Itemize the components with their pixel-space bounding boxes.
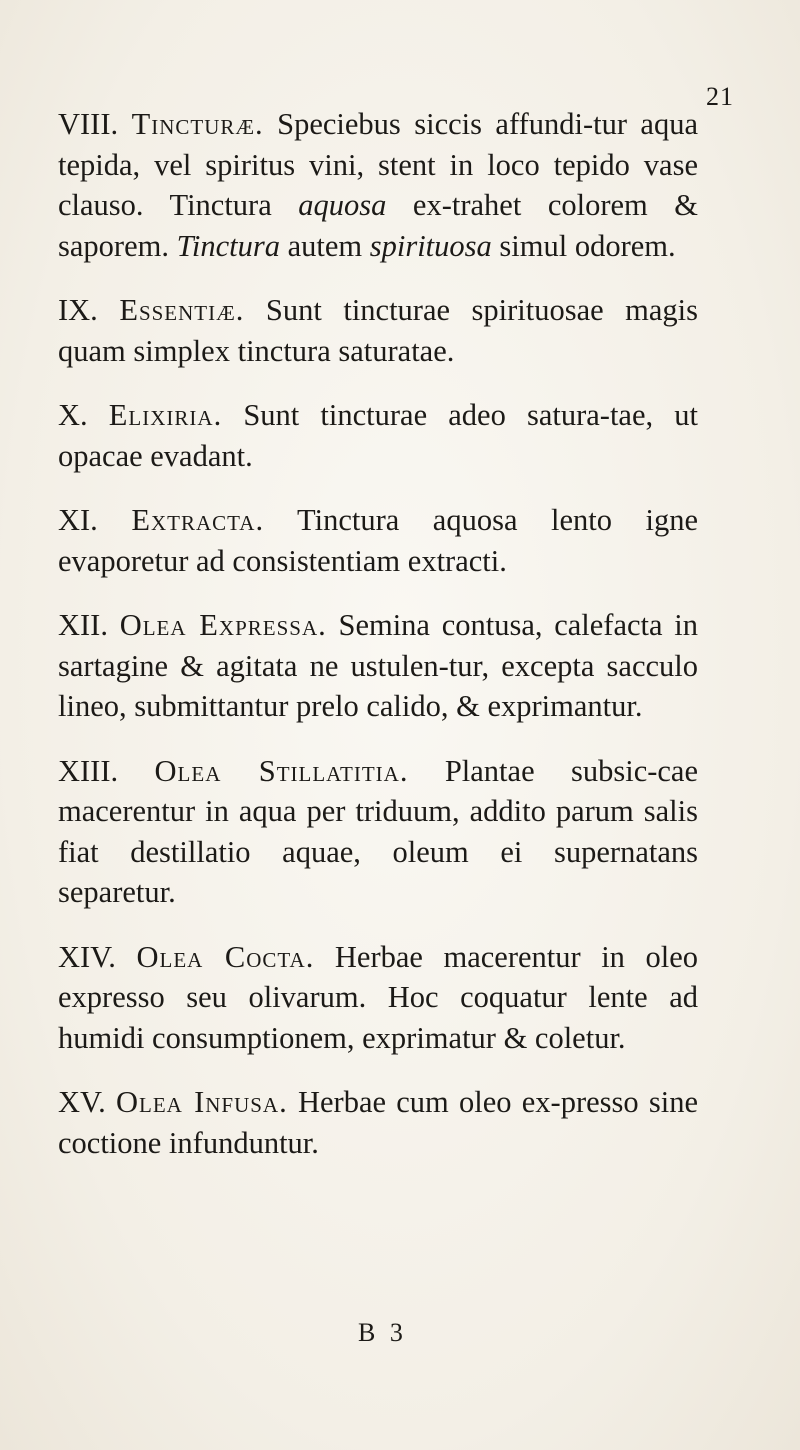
- paragraph-text: Semina contusa, calefacta in sartagine & agitata ne ustulen-tur, excepta sacculo lineo, submittantur prelo calido, & exprimantur.: [58, 608, 698, 723]
- paragraph-xv: [58, 1082, 698, 1163]
- paragraph-text: Tinctura aquosa lento igne evaporetur ad consistentiam extracti.: [58, 503, 698, 578]
- text-body: [58, 104, 698, 1173]
- paragraph-heading: Elixiria.: [108, 398, 223, 432]
- paragraph-number: XV.: [58, 1085, 106, 1119]
- paragraph-viii: [58, 104, 698, 266]
- italic-term: Tinctura: [176, 228, 280, 263]
- paragraph-x: [58, 395, 698, 476]
- paragraph-text: Speciebus siccis affundi-tur aqua tepida, vel spiritus vini, stent in loco tepido vase clauso. Tinctura: [58, 107, 698, 222]
- paragraph-xi: [58, 500, 698, 581]
- paragraph-text: Sunt tincturae spirituosae magis quam simplex tinctura saturatae.: [58, 293, 699, 368]
- paragraph-xiv: [58, 937, 698, 1059]
- paragraph-xii: [58, 605, 698, 727]
- paragraph-number: XI.: [58, 503, 98, 537]
- paragraph-number: XII.: [58, 608, 108, 642]
- paragraph-heading: Olea Infusa.: [116, 1085, 288, 1119]
- paragraph-number: XIV.: [58, 939, 116, 974]
- signature-mark: B 3: [358, 1318, 407, 1347]
- paragraph-ix: [58, 290, 698, 371]
- paragraph-text: simul odorem.: [491, 228, 676, 263]
- italic-term: spirituosa: [369, 228, 492, 263]
- paragraph-text: Herbae macerentur in oleo expresso seu olivarum. Hoc coquatur lente ad humidi consumptionem, exprimatur & coletur.: [58, 939, 698, 1055]
- paragraph-heading: Essentiæ.: [119, 293, 245, 327]
- paragraph-text: Herbae cum oleo ex-presso sine coctione infunduntur.: [58, 1085, 699, 1160]
- paragraph-number: X.: [58, 398, 88, 432]
- paragraph-text: ex-trahet colorem & saporem.: [58, 188, 698, 263]
- page-number: 21: [706, 82, 734, 111]
- italic-term: aquosa: [298, 188, 387, 222]
- paragraph-text: autem: [279, 228, 370, 263]
- paragraph-heading: Tincturæ.: [131, 107, 264, 141]
- paragraph-number: XIII.: [58, 753, 119, 788]
- paragraph-text: Sunt tincturae adeo satura-tae, ut opacae evadant.: [58, 398, 698, 473]
- paragraph-heading: Olea Stillatitia.: [154, 753, 409, 788]
- paragraph-text: Plantae subsic-cae macerentur in aqua per triduum, addito parum salis fiat destillatio aquae, oleum ei supernatans separetur.: [58, 753, 699, 909]
- paragraph-heading: Olea Expressa.: [119, 608, 327, 642]
- paragraph-heading: Olea Cocta.: [136, 939, 315, 974]
- paragraph-xiii: [58, 751, 698, 913]
- paragraph-number: VIII.: [58, 107, 119, 141]
- paragraph-heading: Extracta.: [131, 503, 265, 537]
- paragraph-number: IX.: [58, 293, 98, 327]
